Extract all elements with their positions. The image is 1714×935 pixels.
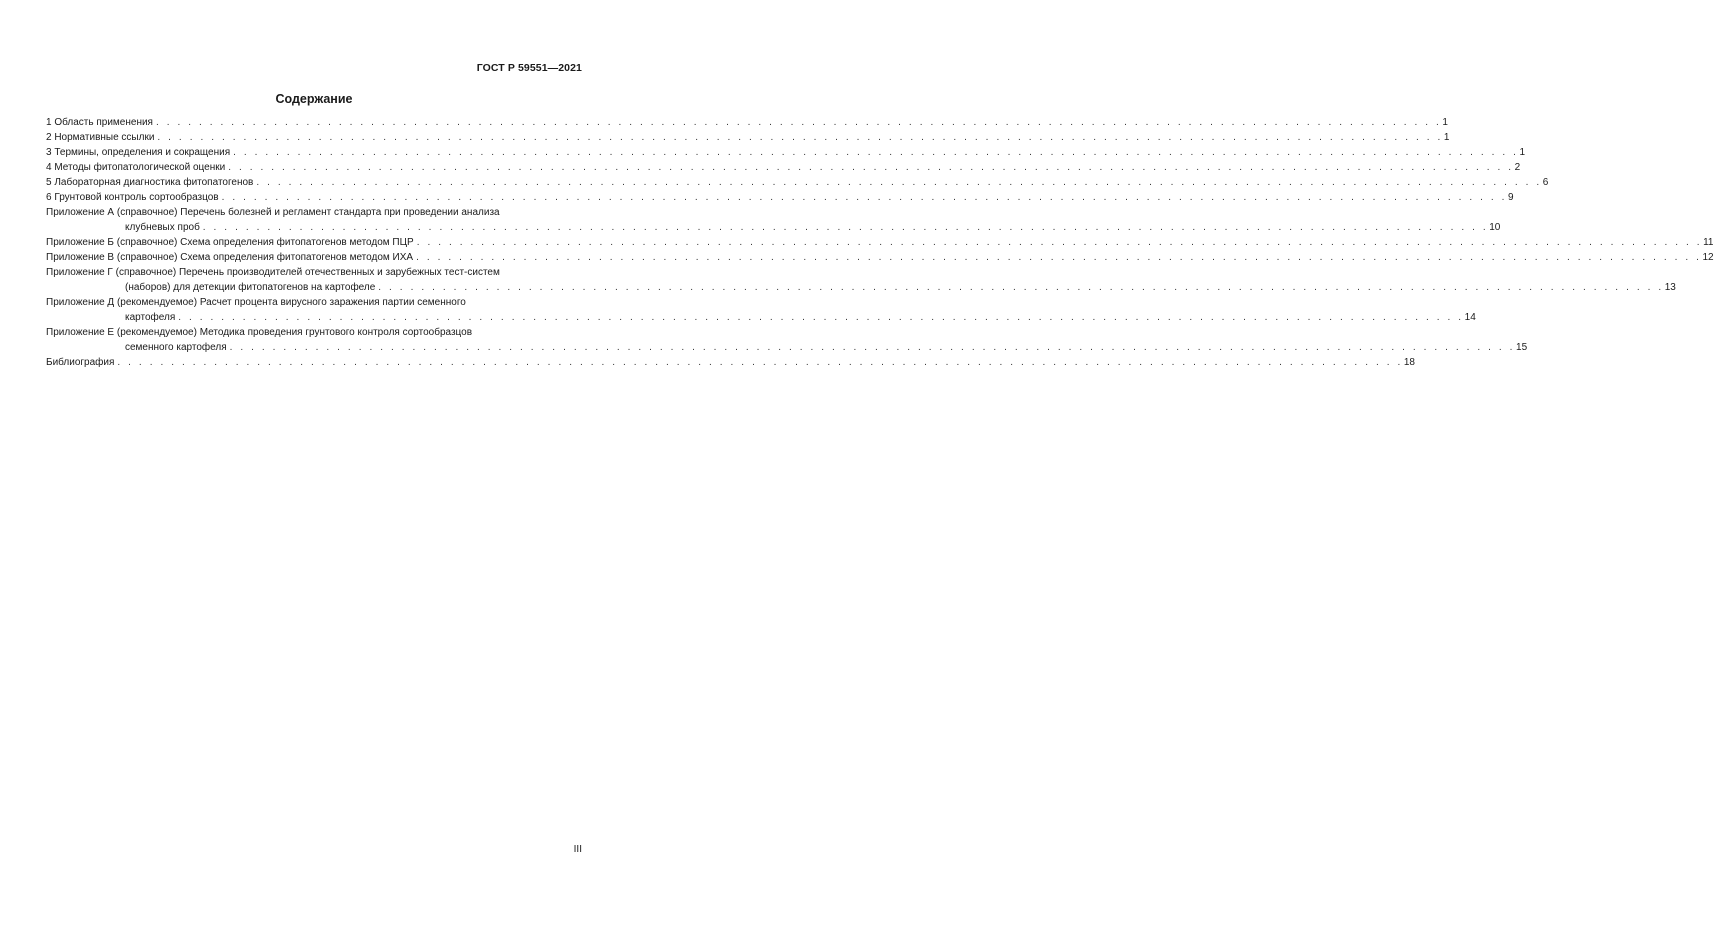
toc-entry-page: 10 (1489, 222, 1501, 233)
toc-leader-dots: . . . . . . . . . . . . . . . . . . . . . . . . . . . . . . . . . . . . . . . . . . . . . . . . . . . . . . . . . . . . . . . . . . . . . . . . . . . . . . . . . . . . . . . . . . . . . . . . . . . . . . . . . . . . . . . . . . . . . . . . (229, 342, 1516, 353)
page-title: Содержание (275, 92, 353, 106)
page-number: III (573, 844, 582, 855)
toc-entry-page: 1 (1519, 147, 1526, 158)
toc-entry[interactable] (46, 145, 1526, 160)
toc-entry-page: 18 (1403, 357, 1415, 368)
toc-entry-page: 15 (1516, 342, 1528, 353)
toc-entry-page: 12 (1702, 252, 1714, 263)
toc-entry-title: Приложение Б (справочное) Схема определения фитопатогенов методом ПЦР (46, 237, 414, 248)
toc-entry-title: (наборов) для детекции фитопатогенов на картофеле (125, 282, 376, 293)
toc-entry-page: 2 (1514, 162, 1521, 173)
toc-entry-title: семенного картофеля (125, 342, 227, 353)
toc-entry-title: 4 Методы фитопатологической оценки (46, 162, 226, 173)
toc-entry-page: 1 (1443, 132, 1450, 143)
toc-entry-page: 13 (1664, 282, 1676, 293)
toc-leader-dots: . . . . . . . . . . . . . . . . . . . . . . . . . . . . . . . . . . . . . . . . . . . . . . . . . . . . . . . . . . . . . . . . . . . . . . . . . . . . . . . . . . . . . . . . . . . . . . . . . . . . . . . . . . . . . . . . . . . . . . . . (233, 147, 1519, 158)
toc-leader-dots: . . . . . . . . . . . . . . . . . . . . . . . . . . . . . . . . . . . . . . . . . . . . . . . . . . . . . . . . . . . . . . . . . . . . . . . . . . . . . . . . . . . . . . . . . . . . . . . . . . . . . . . . . . . . . . . . . . . . . . . . (157, 132, 1443, 143)
toc-entry-title: Приложение Г (справочное) Перечень производителей отечественных и зарубежных тест-систем (46, 267, 500, 278)
toc-entry[interactable] (46, 295, 1476, 325)
toc-entry[interactable] (46, 190, 1514, 205)
toc-entry-title: 5 Лабораторная диагностика фитопатогенов (46, 177, 254, 188)
toc-leader-dots: . . . . . . . . . . . . . . . . . . . . . . . . . . . . . . . . . . . . . . . . . . . . . . . . . . . . . . . . . . . . . . . . . . . . . . . . . . . . . . . . . . . . . . . . . . . . . . . . . . . . . . . . . . . . . . . . . . . . . . . . (221, 192, 1508, 203)
toc-entry[interactable] (46, 115, 1448, 130)
toc-entry[interactable] (46, 205, 1501, 235)
toc-entry-title: 1 Область применения (46, 117, 153, 128)
toc-entry[interactable] (46, 355, 1415, 370)
toc-leader-dots: . . . . . . . . . . . . . . . . . . . . . . . . . . . . . . . . . . . . . . . . . . . . . . . . . . . . . . . . . . . . . . . . . . . . . . . . . . . . . . . . . . . . . . . . . . . . . . . . . . . . . . . . . . . . . . . . . . . . . . . . (178, 312, 1464, 323)
toc-entry-title: картофеля (125, 312, 176, 323)
toc-entry[interactable] (46, 175, 1549, 190)
toc-leader-dots: . . . . . . . . . . . . . . . . . . . . . . . . . . . . . . . . . . . . . . . . . . . . . . . . . . . . . . . . . . . . . . . . . . . . . . . . . . . . . . . . . . . . . . . . . . . . . . . . . . . . . . . . . . . . . . . . . . . . . . . . (416, 237, 1703, 248)
toc-leader-dots: . . . . . . . . . . . . . . . . . . . . . . . . . . . . . . . . . . . . . . . . . . . . . . . . . . . . . . . . . . . . . . . . . . . . . . . . . . . . . . . . . . . . . . . . . . . . . . . . . . . . . . . . . . . . . . . . . . . . . . . . (256, 177, 1542, 188)
toc-entry-title: 2 Нормативные ссылки (46, 132, 155, 143)
toc-entry-title: Приложение Е (рекомендуемое) Методика проведения грунтового контроля сортообразцов (46, 327, 473, 338)
toc-leader-dots: . . . . . . . . . . . . . . . . . . . . . . . . . . . . . . . . . . . . . . . . . . . . . . . . . . . . . . . . . . . . . . . . . . . . . . . . . . . . . . . . . . . . . . . . . . . . . . . . . . . . . . . . . . . . . . . . . . . . . . . . (416, 252, 1702, 263)
table-of-contents (46, 115, 1714, 370)
toc-entry[interactable] (46, 265, 1676, 295)
document-id: ГОСТ Р 59551—2021 (476, 62, 582, 74)
toc-entry-page: 14 (1464, 312, 1476, 323)
toc-entry-page: 11 (1703, 237, 1714, 248)
toc-entry-title: 3 Термины, определения и сокращения (46, 147, 231, 158)
toc-leader-dots: . . . . . . . . . . . . . . . . . . . . . . . . . . . . . . . . . . . . . . . . . . . . . . . . . . . . . . . . . . . . . . . . . . . . . . . . . . . . . . . . . . . . . . . . . . . . . . . . . . . . . . . . . . . . . . . . . . . . . . . . (228, 162, 1514, 173)
toc-leader-dots: . . . . . . . . . . . . . . . . . . . . . . . . . . . . . . . . . . . . . . . . . . . . . . . . . . . . . . . . . . . . . . . . . . . . . . . . . . . . . . . . . . . . . . . . . . . . . . . . . . . . . . . . . . . . . . . . . . . . . . . . (378, 282, 1664, 293)
toc-entry-title: Приложение В (справочное) Схема определения фитопатогенов методом ИХА (46, 252, 414, 263)
toc-entry[interactable] (46, 250, 1714, 265)
toc-entry-title: 6 Грунтовой контроль сортообразцов (46, 192, 219, 203)
toc-entry[interactable] (46, 160, 1521, 175)
toc-entry-title: клубневых проб (125, 222, 200, 233)
toc-leader-dots: . . . . . . . . . . . . . . . . . . . . . . . . . . . . . . . . . . . . . . . . . . . . . . . . . . . . . . . . . . . . . . . . . . . . . . . . . . . . . . . . . . . . . . . . . . . . . . . . . . . . . . . . . . . . . . . . . . . . . . . . (202, 222, 1489, 233)
toc-entry-title: Приложение Д (рекомендуемое) Расчет процента вирусного заражения партии семенного (46, 297, 466, 308)
toc-entry[interactable] (46, 130, 1450, 145)
toc-entry-page: 9 (1508, 192, 1514, 203)
toc-entry-page: 6 (1542, 177, 1549, 188)
toc-entry[interactable] (46, 235, 1714, 250)
toc-entry-title: Приложение А (справочное) Перечень болезней и регламент стандарта при проведении анализа (46, 207, 500, 218)
toc-leader-dots: . . . . . . . . . . . . . . . . . . . . . . . . . . . . . . . . . . . . . . . . . . . . . . . . . . . . . . . . . . . . . . . . . . . . . . . . . . . . . . . . . . . . . . . . . . . . . . . . . . . . . . . . . . . . . . . . . . . . . . . . (155, 117, 1442, 128)
toc-leader-dots: . . . . . . . . . . . . . . . . . . . . . . . . . . . . . . . . . . . . . . . . . . . . . . . . . . . . . . . . . . . . . . . . . . . . . . . . . . . . . . . . . . . . . . . . . . . . . . . . . . . . . . . . . . . . . . . . . . . . . . . . (117, 357, 1403, 368)
toc-entry-page: 1 (1442, 117, 1448, 128)
toc-entry-title: Библиография (46, 357, 115, 368)
toc-entry[interactable] (46, 325, 1528, 355)
